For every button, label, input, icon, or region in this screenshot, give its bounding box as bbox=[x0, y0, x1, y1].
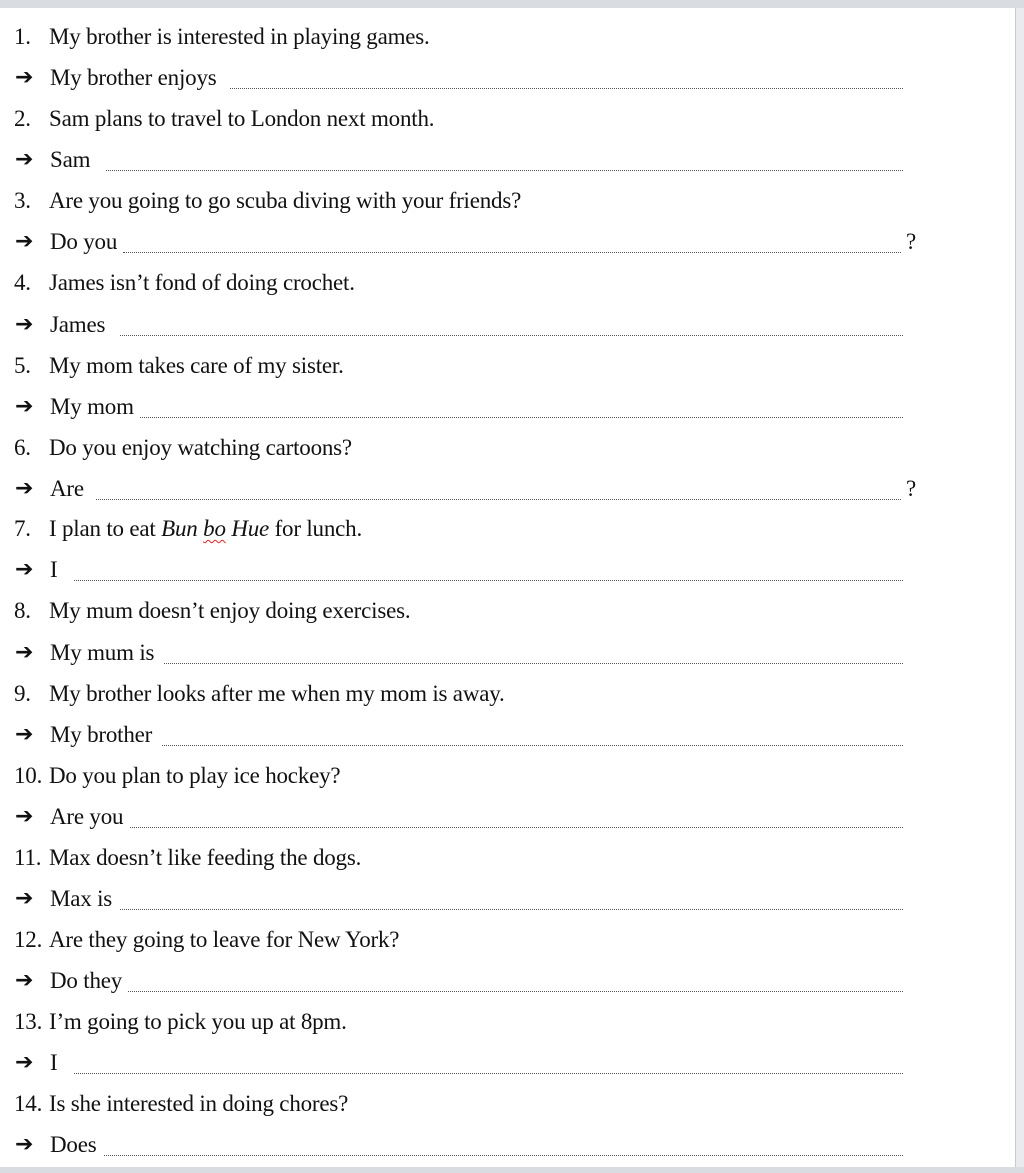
spellcheck-flagged-word[interactable]: bo bbox=[203, 516, 226, 541]
question-text bbox=[49, 517, 362, 540]
arrow-icon: ➔ bbox=[15, 146, 34, 172]
arrow-icon: ➔ bbox=[15, 721, 34, 747]
answer-prefix: James bbox=[50, 312, 106, 337]
question-row bbox=[0, 590, 1015, 631]
question-row bbox=[0, 345, 1015, 386]
question-text: My mum doesn’t enjoy doing exercises. bbox=[49, 598, 411, 623]
answer-prefix: Sam bbox=[50, 147, 91, 172]
question-number: 5. bbox=[14, 353, 31, 378]
question-text: Do you plan to play ice hockey? bbox=[49, 763, 341, 788]
question-row bbox=[0, 755, 1015, 796]
arrow-icon: ➔ bbox=[15, 885, 34, 911]
question-number: 10. bbox=[14, 763, 43, 788]
question-number: 3. bbox=[14, 188, 31, 213]
answer-prefix: Do you bbox=[50, 229, 118, 254]
answer-blank[interactable] bbox=[120, 909, 903, 910]
answer-blank[interactable] bbox=[130, 827, 903, 828]
question-mark: ? bbox=[906, 229, 917, 254]
question-text: Sam plans to travel to London next month. bbox=[49, 106, 435, 131]
arrow-icon: ➔ bbox=[15, 1131, 34, 1157]
answer-prefix: Does bbox=[50, 1132, 97, 1157]
question-row bbox=[0, 919, 1015, 960]
answer-row bbox=[0, 304, 1015, 345]
question-number: 14. bbox=[14, 1091, 43, 1116]
question-text: Are they going to leave for New York? bbox=[49, 927, 400, 952]
question-text: Max doesn’t like feeding the dogs. bbox=[49, 845, 362, 870]
answer-row bbox=[0, 57, 1015, 98]
question-row bbox=[0, 837, 1015, 878]
arrow-icon: ➔ bbox=[15, 228, 34, 254]
question-row bbox=[0, 1083, 1015, 1124]
answer-blank[interactable] bbox=[120, 335, 903, 336]
answer-blank[interactable] bbox=[164, 663, 903, 664]
answer-blank[interactable] bbox=[106, 170, 903, 171]
question-text: I’m going to pick you up at 8pm. bbox=[49, 1009, 347, 1034]
answer-row bbox=[0, 1124, 1015, 1165]
answer-row bbox=[0, 796, 1015, 837]
question-row bbox=[0, 508, 1015, 549]
answer-blank[interactable] bbox=[74, 1073, 903, 1074]
answer-prefix: I bbox=[50, 557, 58, 582]
answer-prefix: My brother bbox=[50, 722, 153, 747]
arrow-icon: ➔ bbox=[15, 64, 34, 90]
answer-prefix: I bbox=[50, 1050, 58, 1075]
question-text: Do you enjoy watching cartoons? bbox=[49, 435, 352, 460]
question-row bbox=[0, 16, 1015, 57]
question-text: James isn’t fond of doing crochet. bbox=[49, 270, 355, 295]
answer-prefix: Are you bbox=[50, 804, 124, 829]
answer-row bbox=[0, 960, 1015, 1001]
answer-row bbox=[0, 468, 1015, 509]
question-mark: ? bbox=[906, 476, 917, 501]
arrow-icon: ➔ bbox=[15, 803, 34, 829]
question-row bbox=[0, 427, 1015, 468]
question-row bbox=[0, 98, 1015, 139]
answer-prefix: My brother enjoys bbox=[50, 65, 217, 90]
question-row bbox=[0, 1001, 1015, 1042]
question-text: My brother looks after me when my mom is away. bbox=[49, 681, 505, 706]
answer-blank[interactable] bbox=[128, 991, 903, 992]
answer-blank[interactable] bbox=[123, 252, 901, 253]
answer-row bbox=[0, 139, 1015, 180]
arrow-icon: ➔ bbox=[15, 556, 34, 582]
answer-blank[interactable] bbox=[104, 1155, 903, 1156]
arrow-icon: ➔ bbox=[15, 639, 34, 665]
question-text: My mom takes care of my sister. bbox=[49, 353, 344, 378]
window-bottom-band bbox=[0, 1167, 1024, 1173]
arrow-icon: ➔ bbox=[15, 311, 34, 337]
answer-blank[interactable] bbox=[96, 499, 901, 500]
window-top-band bbox=[0, 0, 1024, 8]
question-number: 9. bbox=[14, 681, 31, 706]
answer-prefix: Are bbox=[50, 476, 84, 501]
answer-prefix: My mum is bbox=[50, 640, 155, 665]
answer-row bbox=[0, 221, 1015, 262]
answer-row bbox=[0, 878, 1015, 919]
worksheet-page bbox=[0, 8, 1015, 1167]
question-row bbox=[0, 262, 1015, 303]
answer-row bbox=[0, 1042, 1015, 1083]
answer-prefix: Max is bbox=[50, 886, 113, 911]
answer-prefix: My mom bbox=[50, 394, 134, 419]
arrow-icon: ➔ bbox=[15, 475, 34, 501]
question-number: 4. bbox=[14, 270, 31, 295]
answer-row bbox=[0, 386, 1015, 427]
question-number: 12. bbox=[14, 927, 43, 952]
arrow-icon: ➔ bbox=[15, 393, 34, 419]
question-number: 11. bbox=[14, 845, 42, 870]
question-number: 13. bbox=[14, 1009, 43, 1034]
question-number: 8. bbox=[14, 598, 31, 623]
question-text-part: for lunch. bbox=[269, 516, 363, 541]
answer-prefix: Do they bbox=[50, 968, 123, 993]
question-text: My brother is interested in playing games. bbox=[49, 24, 430, 49]
answer-blank[interactable] bbox=[74, 580, 903, 581]
question-text: Is she interested in doing chores? bbox=[49, 1091, 349, 1116]
page-right-edge bbox=[1015, 8, 1024, 1167]
dish-name-part: Bun bbox=[161, 516, 204, 541]
answer-row bbox=[0, 549, 1015, 590]
question-row bbox=[0, 180, 1015, 221]
arrow-icon: ➔ bbox=[15, 967, 34, 993]
answer-blank[interactable] bbox=[230, 88, 903, 89]
question-number: 2. bbox=[14, 106, 31, 131]
arrow-icon: ➔ bbox=[15, 1049, 34, 1075]
question-row bbox=[0, 673, 1015, 714]
answer-row bbox=[0, 714, 1015, 755]
question-number: 7. bbox=[14, 516, 31, 541]
question-number: 1. bbox=[14, 24, 31, 49]
answer-blank[interactable] bbox=[162, 745, 903, 746]
answer-blank[interactable] bbox=[140, 417, 903, 418]
question-text-part: I plan to eat bbox=[49, 516, 162, 541]
question-number: 6. bbox=[14, 435, 31, 460]
dish-name-part: Hue bbox=[225, 516, 270, 541]
answer-row bbox=[0, 632, 1015, 673]
question-text: Are you going to go scuba diving with your friends? bbox=[49, 188, 522, 213]
